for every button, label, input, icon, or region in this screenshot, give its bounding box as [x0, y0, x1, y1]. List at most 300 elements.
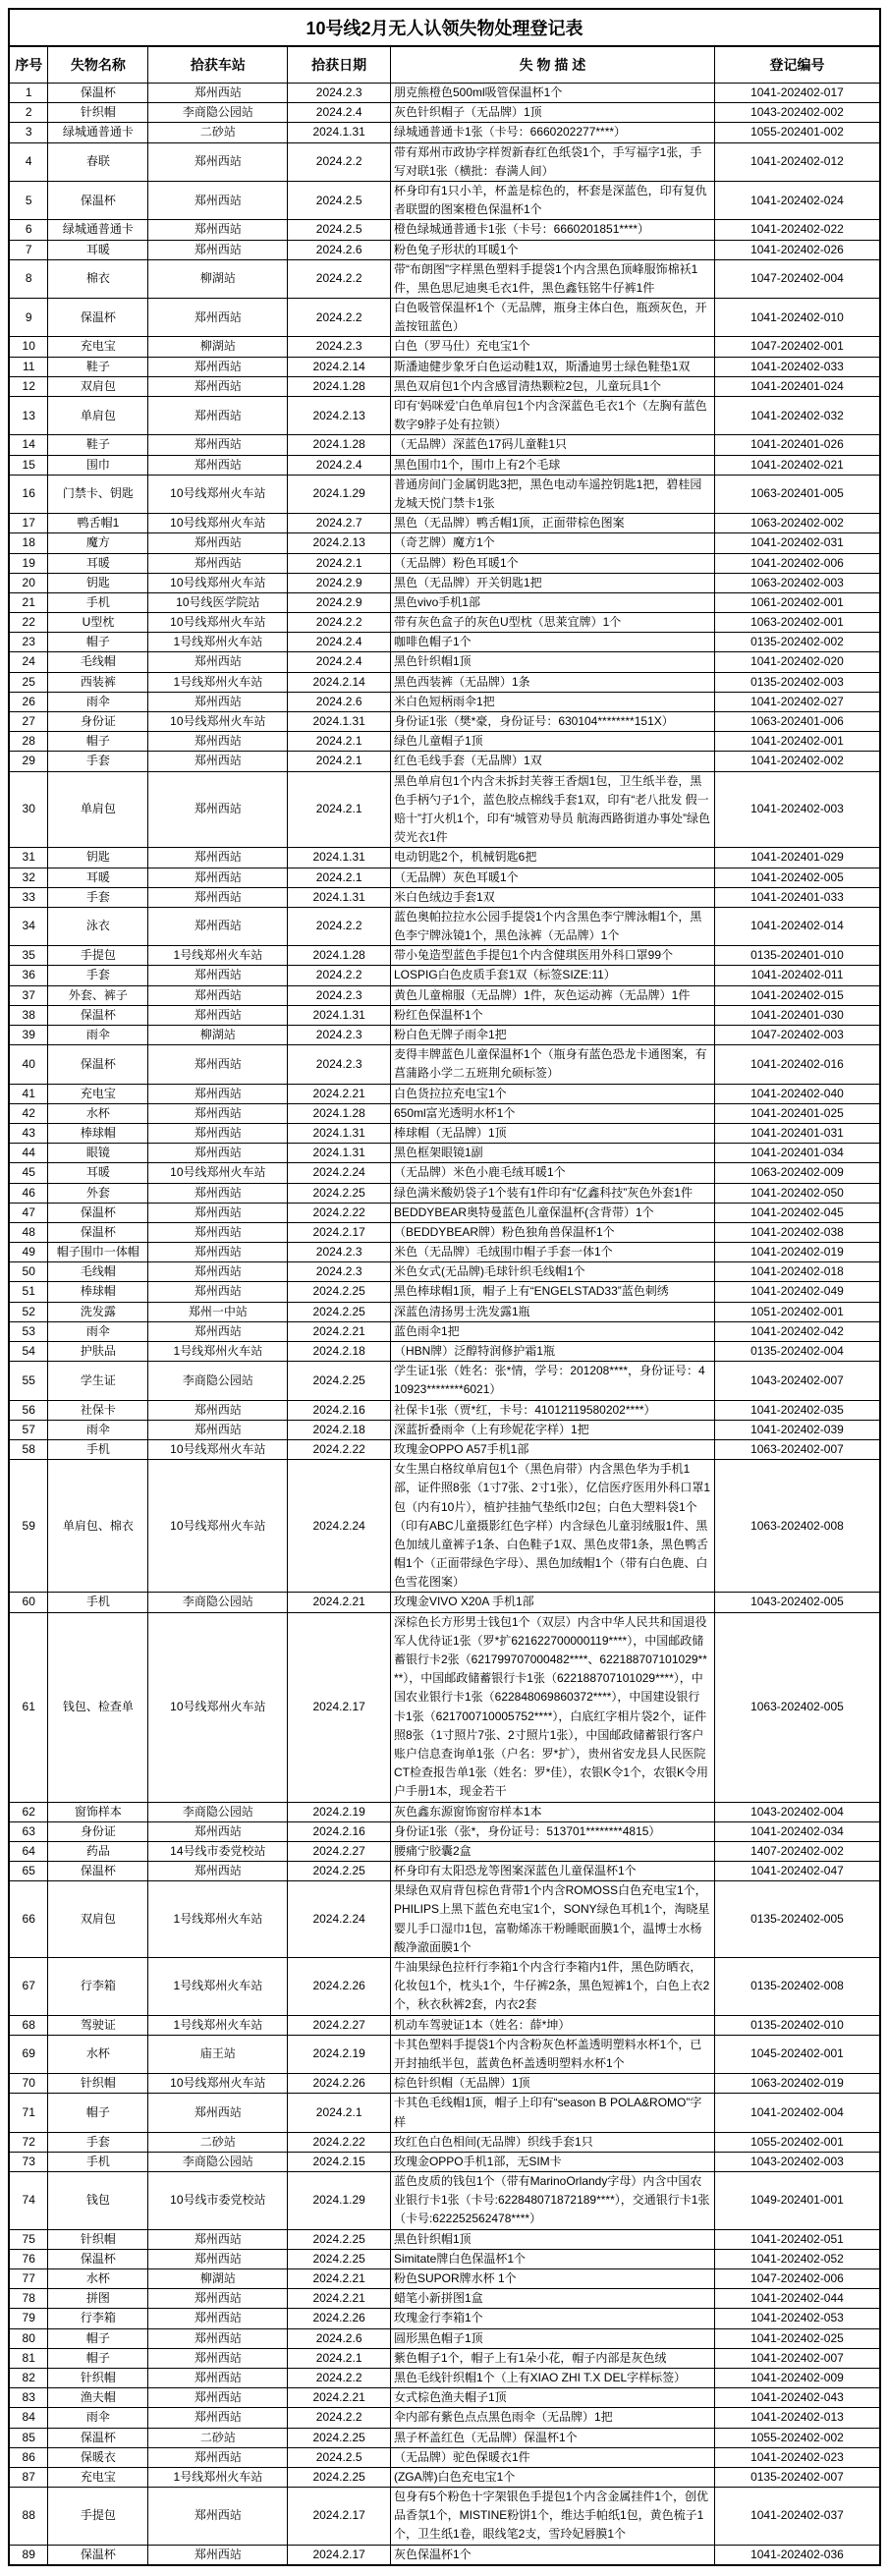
cell-station: 1号线郑州火车站	[148, 633, 288, 652]
cell-reg-no: 1041-202402-016	[714, 1045, 880, 1084]
cell-date: 2024.2.2	[288, 2408, 391, 2428]
cell-seq: 20	[9, 573, 48, 592]
cell-date: 2024.1.28	[288, 1103, 391, 1123]
cell-description: 灰色鑫东源窗饰窗帘样本1本	[390, 1802, 714, 1821]
cell-seq: 10	[9, 337, 48, 357]
cell-station: 郑州西站	[148, 2408, 288, 2428]
cell-item-name: 绿城通普通卡	[48, 220, 148, 240]
cell-description: 包身有5个粉色十字架银色手提包1个内含金属挂件1个，创优品香氛1个，MISTINE粉饼1个，维达手帕纸1包，黄色梳子1个，卫生纸1卷，眼线笔2支，雪玲妃唇膜1个	[390, 2488, 714, 2546]
cell-reg-no: 1043-202402-003	[714, 2152, 880, 2171]
cell-item-name: 保暖衣	[48, 2447, 148, 2467]
cell-description: （BEDDYBEAR牌）粉色独角兽保温杯1个	[390, 1222, 714, 1242]
cell-item-name: 魔方	[48, 533, 148, 553]
cell-date: 2024.2.3	[288, 337, 391, 357]
cell-description: 黄色儿童棉服（无品牌）1件，灰色运动裤（无品牌）1件	[390, 985, 714, 1005]
table-row	[9, 1163, 880, 1183]
cell-item-name: 窗饰样本	[48, 1802, 148, 1821]
cell-reg-no: 1041-202401-029	[714, 848, 880, 868]
cell-seq: 49	[9, 1243, 48, 1262]
cell-item-name: 手机	[48, 2152, 148, 2171]
cell-station: 郑州西站	[148, 2289, 288, 2309]
cell-description: 黑色围巾1个，围巾上有2个毛球	[390, 455, 714, 475]
cell-date: 2024.2.2	[288, 2368, 391, 2387]
cell-description: 女生黑白格纹单肩包1个（黑色肩带）内含黑色华为手机1部，证件照8张（1寸7张、2寸1张），亿信医疗医用外科口罩1包（内有10片），植护挂抽气垫纸巾2包；白色大塑料袋1个（印有ABC儿童摄影红色字样）内含绿色儿童羽绒服1件、黑色加绒儿童裤子1条、白色鞋子1双、黑色皮带1条，黑色鸭舌帽1个（正面带绿色字母）、黑色加绒帽1个（带有白色鹿、白色雪花图案）	[390, 1460, 714, 1593]
cell-station: 10号线郑州火车站	[148, 1460, 288, 1593]
cell-station: 郑州西站	[148, 2348, 288, 2368]
cell-description: BEDDYBEAR奥特曼蓝色儿童保温杯(含背带）1个	[390, 1203, 714, 1222]
cell-item-name: 手套	[48, 2132, 148, 2152]
cell-item-name: 春联	[48, 142, 148, 181]
cell-reg-no: 0135-202402-002	[714, 633, 880, 652]
cell-description: 蜡笔小新拼图1盒	[390, 2289, 714, 2309]
cell-seq: 77	[9, 2269, 48, 2289]
cell-date: 2024.2.1	[288, 2094, 391, 2132]
cell-item-name: 毛线帽	[48, 1262, 148, 1282]
cell-seq: 54	[9, 1342, 48, 1362]
cell-reg-no: 1043-202402-005	[714, 1593, 880, 1612]
cell-date: 2024.2.17	[288, 1612, 391, 1802]
cell-item-name: 雨伞	[48, 2408, 148, 2428]
cell-seq: 83	[9, 2388, 48, 2408]
cell-description: 深蓝折叠雨伞（上有珍妮花字样）1把	[390, 1420, 714, 1439]
cell-station: 郑州西站	[148, 907, 288, 945]
cell-item-name: 棉衣	[48, 259, 148, 298]
table-row	[9, 1045, 880, 1084]
cell-item-name: 针织帽	[48, 2074, 148, 2094]
table-row	[9, 2348, 880, 2368]
cell-description: LOSPIG白色皮质手套1双（标签SIZE:11）	[390, 966, 714, 985]
cell-reg-no: 1041-202402-005	[714, 868, 880, 887]
cell-seq: 22	[9, 613, 48, 633]
cell-description: （HBN牌）泛醇特润修护霜1瓶	[390, 1342, 714, 1362]
cell-station: 二砂站	[148, 2132, 288, 2152]
cell-date: 2024.2.9	[288, 592, 391, 612]
table-row	[9, 553, 880, 573]
cell-seq: 32	[9, 868, 48, 887]
cell-description: （无品牌）深蓝色17码儿童鞋1只	[390, 435, 714, 455]
cell-reg-no: 1041-202402-002	[714, 752, 880, 771]
table-row	[9, 455, 880, 475]
cell-date: 2024.2.25	[288, 2249, 391, 2268]
table-row	[9, 2447, 880, 2467]
cell-seq: 61	[9, 1612, 48, 1802]
cell-seq: 52	[9, 1302, 48, 1321]
cell-station: 1号线郑州火车站	[148, 2015, 288, 2035]
cell-item-name: 耳暖	[48, 240, 148, 259]
cell-date: 2024.2.21	[288, 2269, 391, 2289]
column-header-reg-no: 登记编号	[714, 46, 880, 84]
table-row	[9, 142, 880, 181]
cell-item-name: 水杯	[48, 2269, 148, 2289]
cell-item-name: 护肤品	[48, 1342, 148, 1362]
table-row	[9, 2172, 880, 2230]
table-row	[9, 2269, 880, 2289]
cell-station: 郑州西站	[148, 553, 288, 573]
cell-item-name: 单肩包、棉衣	[48, 1460, 148, 1593]
cell-reg-no: 1041-202402-035	[714, 1400, 880, 1420]
cell-seq: 55	[9, 1362, 48, 1400]
table-row	[9, 1026, 880, 1045]
cell-item-name: 鸭舌帽1	[48, 514, 148, 533]
table-row	[9, 1222, 880, 1242]
table-row	[9, 181, 880, 219]
cell-description: 身份证1张（樊*豪，身份证号：630104********151X）	[390, 712, 714, 732]
column-header-item-name: 失物名称	[48, 46, 148, 84]
cell-item-name: 充电宝	[48, 337, 148, 357]
cell-station: 郑州西站	[148, 142, 288, 181]
cell-station: 郑州西站	[148, 887, 288, 907]
cell-item-name: 雨伞	[48, 1420, 148, 1439]
cell-description: 粉白色无牌子雨伞1把	[390, 1026, 714, 1045]
table-row	[9, 2289, 880, 2309]
table-row	[9, 1243, 880, 1262]
cell-date: 2024.2.1	[288, 771, 391, 848]
cell-description: 米色（无品牌）毛绒围巾帽子手套一体1个	[390, 1243, 714, 1262]
cell-seq: 6	[9, 220, 48, 240]
table-row	[9, 2388, 880, 2408]
cell-reg-no: 1041-202402-023	[714, 2447, 880, 2467]
cell-seq: 72	[9, 2132, 48, 2152]
column-header-station: 拾获车站	[148, 46, 288, 84]
cell-seq: 43	[9, 1123, 48, 1143]
cell-reg-no: 1043-202402-004	[714, 1802, 880, 1821]
table-row	[9, 1342, 880, 1362]
cell-station: 10号线郑州火车站	[148, 712, 288, 732]
cell-item-name: 身份证	[48, 712, 148, 732]
cell-seq: 33	[9, 887, 48, 907]
table-row	[9, 220, 880, 240]
cell-seq: 18	[9, 533, 48, 553]
cell-date: 2024.2.26	[288, 2309, 391, 2328]
cell-date: 2024.2.4	[288, 633, 391, 652]
table-row	[9, 1321, 880, 1341]
cell-date: 2024.2.19	[288, 2035, 391, 2073]
cell-description: 绿色满米酸奶袋子1个装有1件印有“亿鑫科技”灰色外套1件	[390, 1183, 714, 1203]
cell-date: 2024.2.17	[288, 2488, 391, 2546]
cell-date: 2024.2.6	[288, 692, 391, 711]
table-row	[9, 514, 880, 533]
cell-date: 2024.2.2	[288, 259, 391, 298]
cell-seq: 89	[9, 2545, 48, 2565]
cell-description: 机动车驾驶证1本（姓名：薛*坤）	[390, 2015, 714, 2035]
table-row	[9, 2368, 880, 2387]
table-row	[9, 2249, 880, 2268]
cell-reg-no: 1063-202402-009	[714, 1163, 880, 1183]
cell-seq: 79	[9, 2309, 48, 2328]
cell-reg-no: 1041-202401-025	[714, 1103, 880, 1123]
cell-reg-no: 0135-202402-008	[714, 1958, 880, 2016]
cell-station: 李商隐公园站	[148, 1362, 288, 1400]
table-row	[9, 2408, 880, 2428]
cell-item-name: 保温杯	[48, 1045, 148, 1084]
cell-station: 郑州西站	[148, 2229, 288, 2249]
cell-seq: 13	[9, 397, 48, 435]
cell-date: 2024.2.26	[288, 1958, 391, 2016]
cell-description: 腰痛宁胶囊2盒	[390, 1841, 714, 1861]
cell-station: 郑州西站	[148, 1144, 288, 1163]
table-row	[9, 2488, 880, 2546]
cell-date: 2024.2.24	[288, 1163, 391, 1183]
cell-date: 2024.2.13	[288, 533, 391, 553]
cell-reg-no: 1041-202402-049	[714, 1282, 880, 1302]
cell-station: 14号线市委党校站	[148, 1841, 288, 1861]
table-row	[9, 337, 880, 357]
cell-reg-no: 1041-202402-009	[714, 2368, 880, 2387]
cell-reg-no: 0135-202402-003	[714, 672, 880, 692]
cell-reg-no: 0135-202402-004	[714, 1342, 880, 1362]
cell-reg-no: 1041-202402-006	[714, 553, 880, 573]
cell-seq: 60	[9, 1593, 48, 1612]
cell-reg-no: 1041-202402-027	[714, 692, 880, 711]
cell-date: 2024.2.7	[288, 514, 391, 533]
cell-description: 身份证1张（张*，身份证号：513701********4815）	[390, 1821, 714, 1841]
cell-reg-no: 0135-202401-010	[714, 946, 880, 966]
cell-seq: 70	[9, 2074, 48, 2094]
cell-station: 郑州西站	[148, 985, 288, 1005]
cell-item-name: 西装裤	[48, 672, 148, 692]
cell-item-name: 学生证	[48, 1362, 148, 1400]
cell-description: 麦得丰牌蓝色儿童保温杯1个（瓶身有蓝色恐龙卡通图案，有菖蒲路小学二五班荆允硕标签）	[390, 1045, 714, 1084]
cell-reg-no: 1041-202402-025	[714, 2328, 880, 2348]
cell-date: 2024.1.31	[288, 712, 391, 732]
cell-reg-no: 1047-202402-001	[714, 337, 880, 357]
cell-date: 2024.1.28	[288, 376, 391, 396]
cell-seq: 46	[9, 1183, 48, 1203]
table-row	[9, 123, 880, 142]
cell-reg-no: 1041-202402-042	[714, 1321, 880, 1341]
table-row	[9, 887, 880, 907]
cell-date: 2024.2.4	[288, 652, 391, 672]
cell-date: 2024.2.6	[288, 240, 391, 259]
cell-item-name: 针织帽	[48, 103, 148, 123]
cell-seq: 15	[9, 455, 48, 475]
table-row	[9, 2132, 880, 2152]
cell-description: 深棕色长方形男士钱包1个（双层）内含中华人民共和国退役军人优待证1张（罗*扩621622700000119****），中国邮政储蓄银行卡2张（621799707000482****、622188707101029****），中国邮政储蓄银行卡1张（622188707101029****），中国农业银行卡1张（622848069860372****），中国建设银行卡1张（621700710005752****），白底红字相片袋2个，证件照8张（1寸照片7张、2寸照片1张），中国邮政储蓄银行客户账户信息查询单1张（户名：罗*扩），贵州省安龙县人民医院CT检查报告单1张（姓名：罗*佳），农银K令1个，农银K令用户手册1本，现金若干	[390, 1612, 714, 1802]
cell-description: 玫红色白色相间(无品牌）织线手套1只	[390, 2132, 714, 2152]
cell-item-name: 绿城通普通卡	[48, 123, 148, 142]
table-row	[9, 1103, 880, 1123]
table-row	[9, 672, 880, 692]
cell-seq: 59	[9, 1460, 48, 1593]
cell-date: 2024.2.27	[288, 2015, 391, 2035]
cell-reg-no: 1045-202402-001	[714, 2035, 880, 2073]
table-row	[9, 1439, 880, 1459]
cell-reg-no: 0135-202402-007	[714, 2467, 880, 2487]
cell-seq: 8	[9, 259, 48, 298]
cell-item-name: 钥匙	[48, 848, 148, 868]
cell-station: 郑州西站	[148, 84, 288, 103]
cell-description: 杯身印有1只小羊，杯盖是棕色的，杯套是深蓝色，印有复仇者联盟的图案橙色保温杯1个	[390, 181, 714, 219]
cell-item-name: 身份证	[48, 1821, 148, 1841]
cell-reg-no: 1047-202402-006	[714, 2269, 880, 2289]
cell-seq: 86	[9, 2447, 48, 2467]
cell-reg-no: 1041-202402-045	[714, 1203, 880, 1222]
cell-station: 李商隐公园站	[148, 1802, 288, 1821]
cell-item-name: 保温杯	[48, 1862, 148, 1881]
cell-description: 黑色针织帽1顶	[390, 652, 714, 672]
cell-item-name: 钱包	[48, 2172, 148, 2230]
cell-seq: 25	[9, 672, 48, 692]
cell-item-name: 门禁卡、钥匙	[48, 475, 148, 513]
cell-seq: 7	[9, 240, 48, 259]
cell-item-name: 耳暖	[48, 553, 148, 573]
cell-description: 蓝色雨伞1把	[390, 1321, 714, 1341]
cell-item-name: 棒球帽	[48, 1123, 148, 1143]
cell-station: 郑州西站	[148, 771, 288, 848]
cell-seq: 66	[9, 1881, 48, 1958]
cell-station: 10号线郑州火车站	[148, 2074, 288, 2094]
cell-reg-no: 1043-202402-007	[714, 1362, 880, 1400]
cell-seq: 39	[9, 1026, 48, 1045]
cell-station: 郑州西站	[148, 1862, 288, 1881]
cell-item-name: 帽子	[48, 2348, 148, 2368]
cell-station: 郑州西站	[148, 1222, 288, 1242]
cell-station: 郑州西站	[148, 752, 288, 771]
cell-seq: 27	[9, 712, 48, 732]
cell-reg-no: 1041-202401-033	[714, 887, 880, 907]
cell-station: 郑州西站	[148, 2447, 288, 2467]
cell-reg-no: 1047-202402-003	[714, 1026, 880, 1045]
cell-date: 2024.2.17	[288, 2545, 391, 2565]
page-title: 10号线2月无人认领失物处理登记表	[9, 9, 880, 46]
cell-station: 10号线郑州火车站	[148, 613, 288, 633]
cell-item-name: 保温杯	[48, 84, 148, 103]
cell-description: 灰色保温杯1个	[390, 2545, 714, 2565]
cell-item-name: 行李箱	[48, 2309, 148, 2328]
cell-reg-no: 1063-202401-005	[714, 475, 880, 513]
cell-station: 郑州西站	[148, 848, 288, 868]
cell-station: 10号线郑州火车站	[148, 1439, 288, 1459]
cell-reg-no: 1041-202402-031	[714, 533, 880, 553]
cell-description: 卡其色塑料手提袋1个内含粉灰色杯盖透明塑料水杯1个，已开封抽纸半包，蓝黄色杯盖透明塑料水杯1个	[390, 2035, 714, 2073]
cell-date: 2024.2.3	[288, 1045, 391, 1084]
cell-date: 2024.2.25	[288, 1362, 391, 1400]
table-row	[9, 771, 880, 848]
cell-date: 2024.2.21	[288, 1084, 391, 1103]
cell-station: 郑州西站	[148, 376, 288, 396]
lost-items-table	[8, 8, 881, 2566]
cell-station: 郑州西站	[148, 2545, 288, 2565]
cell-station: 郑州西站	[148, 533, 288, 553]
cell-reg-no: 1041-202402-020	[714, 652, 880, 672]
cell-reg-no: 1063-202402-001	[714, 613, 880, 633]
cell-description: 米白色短柄雨伞1把	[390, 692, 714, 711]
cell-station: 庙王站	[148, 2035, 288, 2073]
cell-date: 2024.1.29	[288, 475, 391, 513]
cell-date: 2024.2.3	[288, 1026, 391, 1045]
cell-date: 2024.1.28	[288, 946, 391, 966]
cell-date: 2024.2.22	[288, 2132, 391, 2152]
cell-station: 1号线郑州火车站	[148, 1881, 288, 1958]
cell-station: 郑州西站	[148, 1821, 288, 1841]
cell-seq: 81	[9, 2348, 48, 2368]
cell-description: 带“布朗图”字样黑色塑料手提袋1个内含黑色顶峰服饰棉袄1件，黑色思尼迪奥毛衣1件，黑色鑫钰铭牛仔裤1件	[390, 259, 714, 298]
cell-description: 深蓝色清扬男士洗发露1瓶	[390, 1302, 714, 1321]
cell-description: 米白色绒边手套1双	[390, 887, 714, 907]
cell-reg-no: 1041-202402-047	[714, 1862, 880, 1881]
cell-description: 蓝色皮质的钱包1个（带有MarinoOrlandy字母）内含中国农业银行卡1张（卡号:622848071872189****），交通银行卡1张（卡号:622252562478****）	[390, 2172, 714, 2230]
cell-description: 黑色棒球帽1顶，帽子上有“ENGELSTAD33”蓝色刺绣	[390, 1282, 714, 1302]
cell-description: 卡其色毛线帽1顶，帽子上印有“season B POLA&ROMO”字样	[390, 2094, 714, 2132]
cell-item-name: 棒球帽	[48, 1282, 148, 1302]
cell-reg-no: 1041-202402-014	[714, 907, 880, 945]
table-row	[9, 1302, 880, 1321]
cell-reg-no: 1063-202402-008	[714, 1460, 880, 1593]
cell-station: 郑州西站	[148, 1084, 288, 1103]
cell-seq: 23	[9, 633, 48, 652]
table-row	[9, 633, 880, 652]
cell-station: 10号线郑州火车站	[148, 573, 288, 592]
cell-date: 2024.2.19	[288, 1802, 391, 1821]
cell-station: 郑州西站	[148, 1321, 288, 1341]
table-row	[9, 2035, 880, 2073]
cell-item-name: 手机	[48, 1593, 148, 1612]
cell-seq: 17	[9, 514, 48, 533]
cell-seq: 44	[9, 1144, 48, 1163]
cell-station: 郑州西站	[148, 299, 288, 337]
table-row	[9, 397, 880, 435]
cell-seq: 76	[9, 2249, 48, 2268]
cell-seq: 85	[9, 2428, 48, 2447]
cell-date: 2024.2.4	[288, 455, 391, 475]
cell-description: 黑色单肩包1个内含未拆封芙蓉王香烟1包，卫生纸半卷，黑色手柄勺子1个，蓝色胶点棉线手套1双，印有“老八批发 假一赔十”打火机1个，印有“城管劝导员 航海西路街道办事处”绿色荧光衣1件	[390, 771, 714, 848]
cell-seq: 74	[9, 2172, 48, 2230]
cell-date: 2024.2.2	[288, 142, 391, 181]
cell-date: 2024.2.9	[288, 573, 391, 592]
cell-item-name: 保温杯	[48, 2428, 148, 2447]
table-row	[9, 2152, 880, 2171]
table-row	[9, 946, 880, 966]
cell-item-name: 手提包	[48, 946, 148, 966]
cell-date: 2024.2.1	[288, 553, 391, 573]
cell-reg-no: 1041-202402-019	[714, 1243, 880, 1262]
cell-description: 棒球帽（无品牌）1顶	[390, 1123, 714, 1143]
cell-item-name: 行李箱	[48, 1958, 148, 2016]
cell-item-name: 社保卡	[48, 1400, 148, 1420]
cell-item-name: 帽子	[48, 732, 148, 752]
cell-description: 黑子杯盖红色（无品牌）保温杯1个	[390, 2428, 714, 2447]
cell-date: 2024.2.27	[288, 1841, 391, 1861]
cell-seq: 3	[9, 123, 48, 142]
cell-description: (ZGA牌)白色充电宝1个	[390, 2467, 714, 2487]
table-row	[9, 1144, 880, 1163]
cell-item-name: 钱包、检查单	[48, 1612, 148, 1802]
cell-item-name: 帽子围巾一体帽	[48, 1243, 148, 1262]
cell-description: 带小兔造型蓝色手提包1个内含健琪医用外科口罩99个	[390, 946, 714, 966]
cell-date: 2024.1.31	[288, 1123, 391, 1143]
cell-station: 1号线郑州火车站	[148, 2467, 288, 2487]
cell-date: 2024.2.5	[288, 181, 391, 219]
cell-date: 2024.2.25	[288, 1862, 391, 1881]
table-row	[9, 103, 880, 123]
table-row	[9, 848, 880, 868]
cell-date: 2024.2.21	[288, 2388, 391, 2408]
cell-date: 2024.2.18	[288, 1420, 391, 1439]
cell-seq: 68	[9, 2015, 48, 2035]
cell-seq: 56	[9, 1400, 48, 1420]
cell-station: 柳湖站	[148, 337, 288, 357]
cell-date: 2024.2.17	[288, 1222, 391, 1242]
cell-station: 10号线郑州火车站	[148, 1612, 288, 1802]
cell-reg-no: 1063-202402-003	[714, 573, 880, 592]
cell-seq: 82	[9, 2368, 48, 2387]
cell-item-name: 鞋子	[48, 357, 148, 376]
table-row	[9, 240, 880, 259]
cell-seq: 19	[9, 553, 48, 573]
cell-description: 黑色针织帽1顶	[390, 2229, 714, 2249]
cell-reg-no: 1041-202402-044	[714, 2289, 880, 2309]
table-row	[9, 1841, 880, 1861]
